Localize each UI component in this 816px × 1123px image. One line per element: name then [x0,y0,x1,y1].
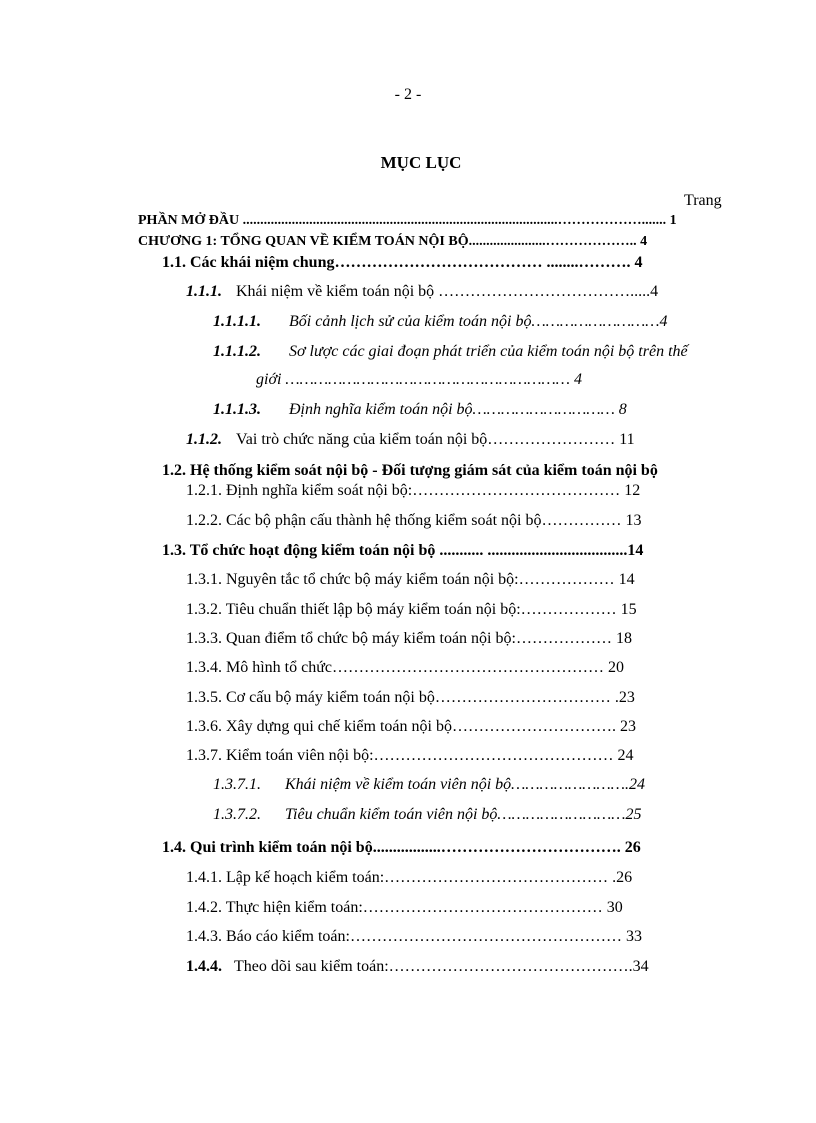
toc-entry: 1.4.2. Thực hiện kiểm toán:……………………………………… 30 [186,899,623,916]
toc-entry [256,372,582,388]
toc-entry-text: Khái niệm về kiểm toán viên nội bộ…………………….24 [285,776,645,793]
toc-entry-text: Sơ lược các giai đoạn phát triển của kiểm toán nội bộ trên thế [289,343,688,360]
page-number: - 2 - [394,86,422,103]
toc-entry: 1.1. Các khái niệm chung………………………………… ........………. 4 [162,254,643,271]
toc-entry: 1.3.7. Kiểm toán viên nội bộ:……………………………………… 24 [186,747,634,764]
toc-entry-number: 1.1.1.3. [213,401,261,418]
toc-entry: 1.3.1. Nguyên tắc tổ chức bộ máy kiểm toán nội bộ:……………… 14 [186,571,635,588]
table-of-contents-title: MỤC LỤC [380,153,462,172]
toc-entry: 1.2.2. Các bộ phận cấu thành hệ thống kiểm soát nội bộ…………… 13 [186,512,642,529]
toc-entry-text: Tiêu chuẩn kiểm toán viên nội bộ………………………25 [285,806,642,823]
toc-entry-number: 1.4.4. [186,958,222,975]
toc-entry: 1.2.1. Định nghĩa kiểm soát nội bộ:………………………………… 12 [186,482,641,499]
toc-entry [213,807,641,823]
toc-entry: PHẦN MỞ ĐẦU ..........................................................................................………………....... 1 [138,213,677,228]
toc-entry-text: Khái niệm về kiểm toán nội bộ ……………………………….....4 [236,283,659,300]
toc-entry-number: 1.3.7.1. [213,776,261,793]
toc-entry: CHƯƠNG 1: TỔNG QUAN VỀ KIỂM TOÁN NỘI BỘ......................……………….. 4 [138,234,648,249]
toc-entry [186,432,635,448]
toc-entry [186,284,658,300]
toc-entry-text: Theo dõi sau kiểm toán:……………………………………….34 [234,958,649,975]
toc-entry [213,402,627,418]
toc-entry-text: Vai trò chức năng của kiểm toán nội bộ…………………… 11 [236,431,635,448]
toc-entry-number: 1.3.7.2. [213,806,261,823]
toc-entry: 1.4.3. Báo cáo kiểm toán:…………………………………………… 33 [186,928,642,945]
toc-entry [213,777,645,793]
toc-entry: 1.2. Hệ thống kiểm soát nội bộ - Đối tượng giám sát của kiểm toán nội bộ [162,462,658,479]
toc-entry: 1.3.6. Xây dựng qui chế kiểm toán nội bộ…………………………. 23 [186,718,636,735]
toc-entry-number: 1.1.1.2. [213,343,261,360]
toc-entry [213,314,668,330]
toc-entry: 1.3.3. Quan điểm tổ chức bộ máy kiểm toán nội bộ:……………… 18 [186,630,632,647]
toc-entry-number: 1.1.1.1. [213,313,261,330]
toc-entry-text: Bối cảnh lịch sử của kiểm toán nội bộ………………………4 [289,313,668,330]
toc-entry-text: giới …………………………………………………… 4 [256,371,582,388]
page-column-label: Trang [684,192,722,209]
toc-entry-text: Định nghĩa kiểm toán nội bộ………………………… 8 [289,401,627,418]
toc-entry [213,344,688,360]
toc-entry: 1.3. Tổ chức hoạt động kiểm toán nội bộ ........... ...................................14 [162,542,644,559]
toc-entry: 1.3.4. Mô hình tổ chức…………………………………………… 20 [186,659,624,676]
toc-entry [186,959,649,975]
toc-entry-number: 1.1.2. [186,431,222,448]
toc-entry: 1.4. Qui trình kiểm toán nội bộ.................……………………………. 26 [162,839,641,856]
toc-entry: 1.3.5. Cơ cấu bộ máy kiểm toán nội bộ…………………………… .23 [186,689,635,706]
toc-entry: 1.4.1. Lập kế hoạch kiểm toán:…………………………………… .26 [186,869,633,886]
toc-entry: 1.3.2. Tiêu chuẩn thiết lập bộ máy kiểm toán nội bộ:……………… 15 [186,601,637,618]
toc-entry-number: 1.1.1. [186,283,222,300]
